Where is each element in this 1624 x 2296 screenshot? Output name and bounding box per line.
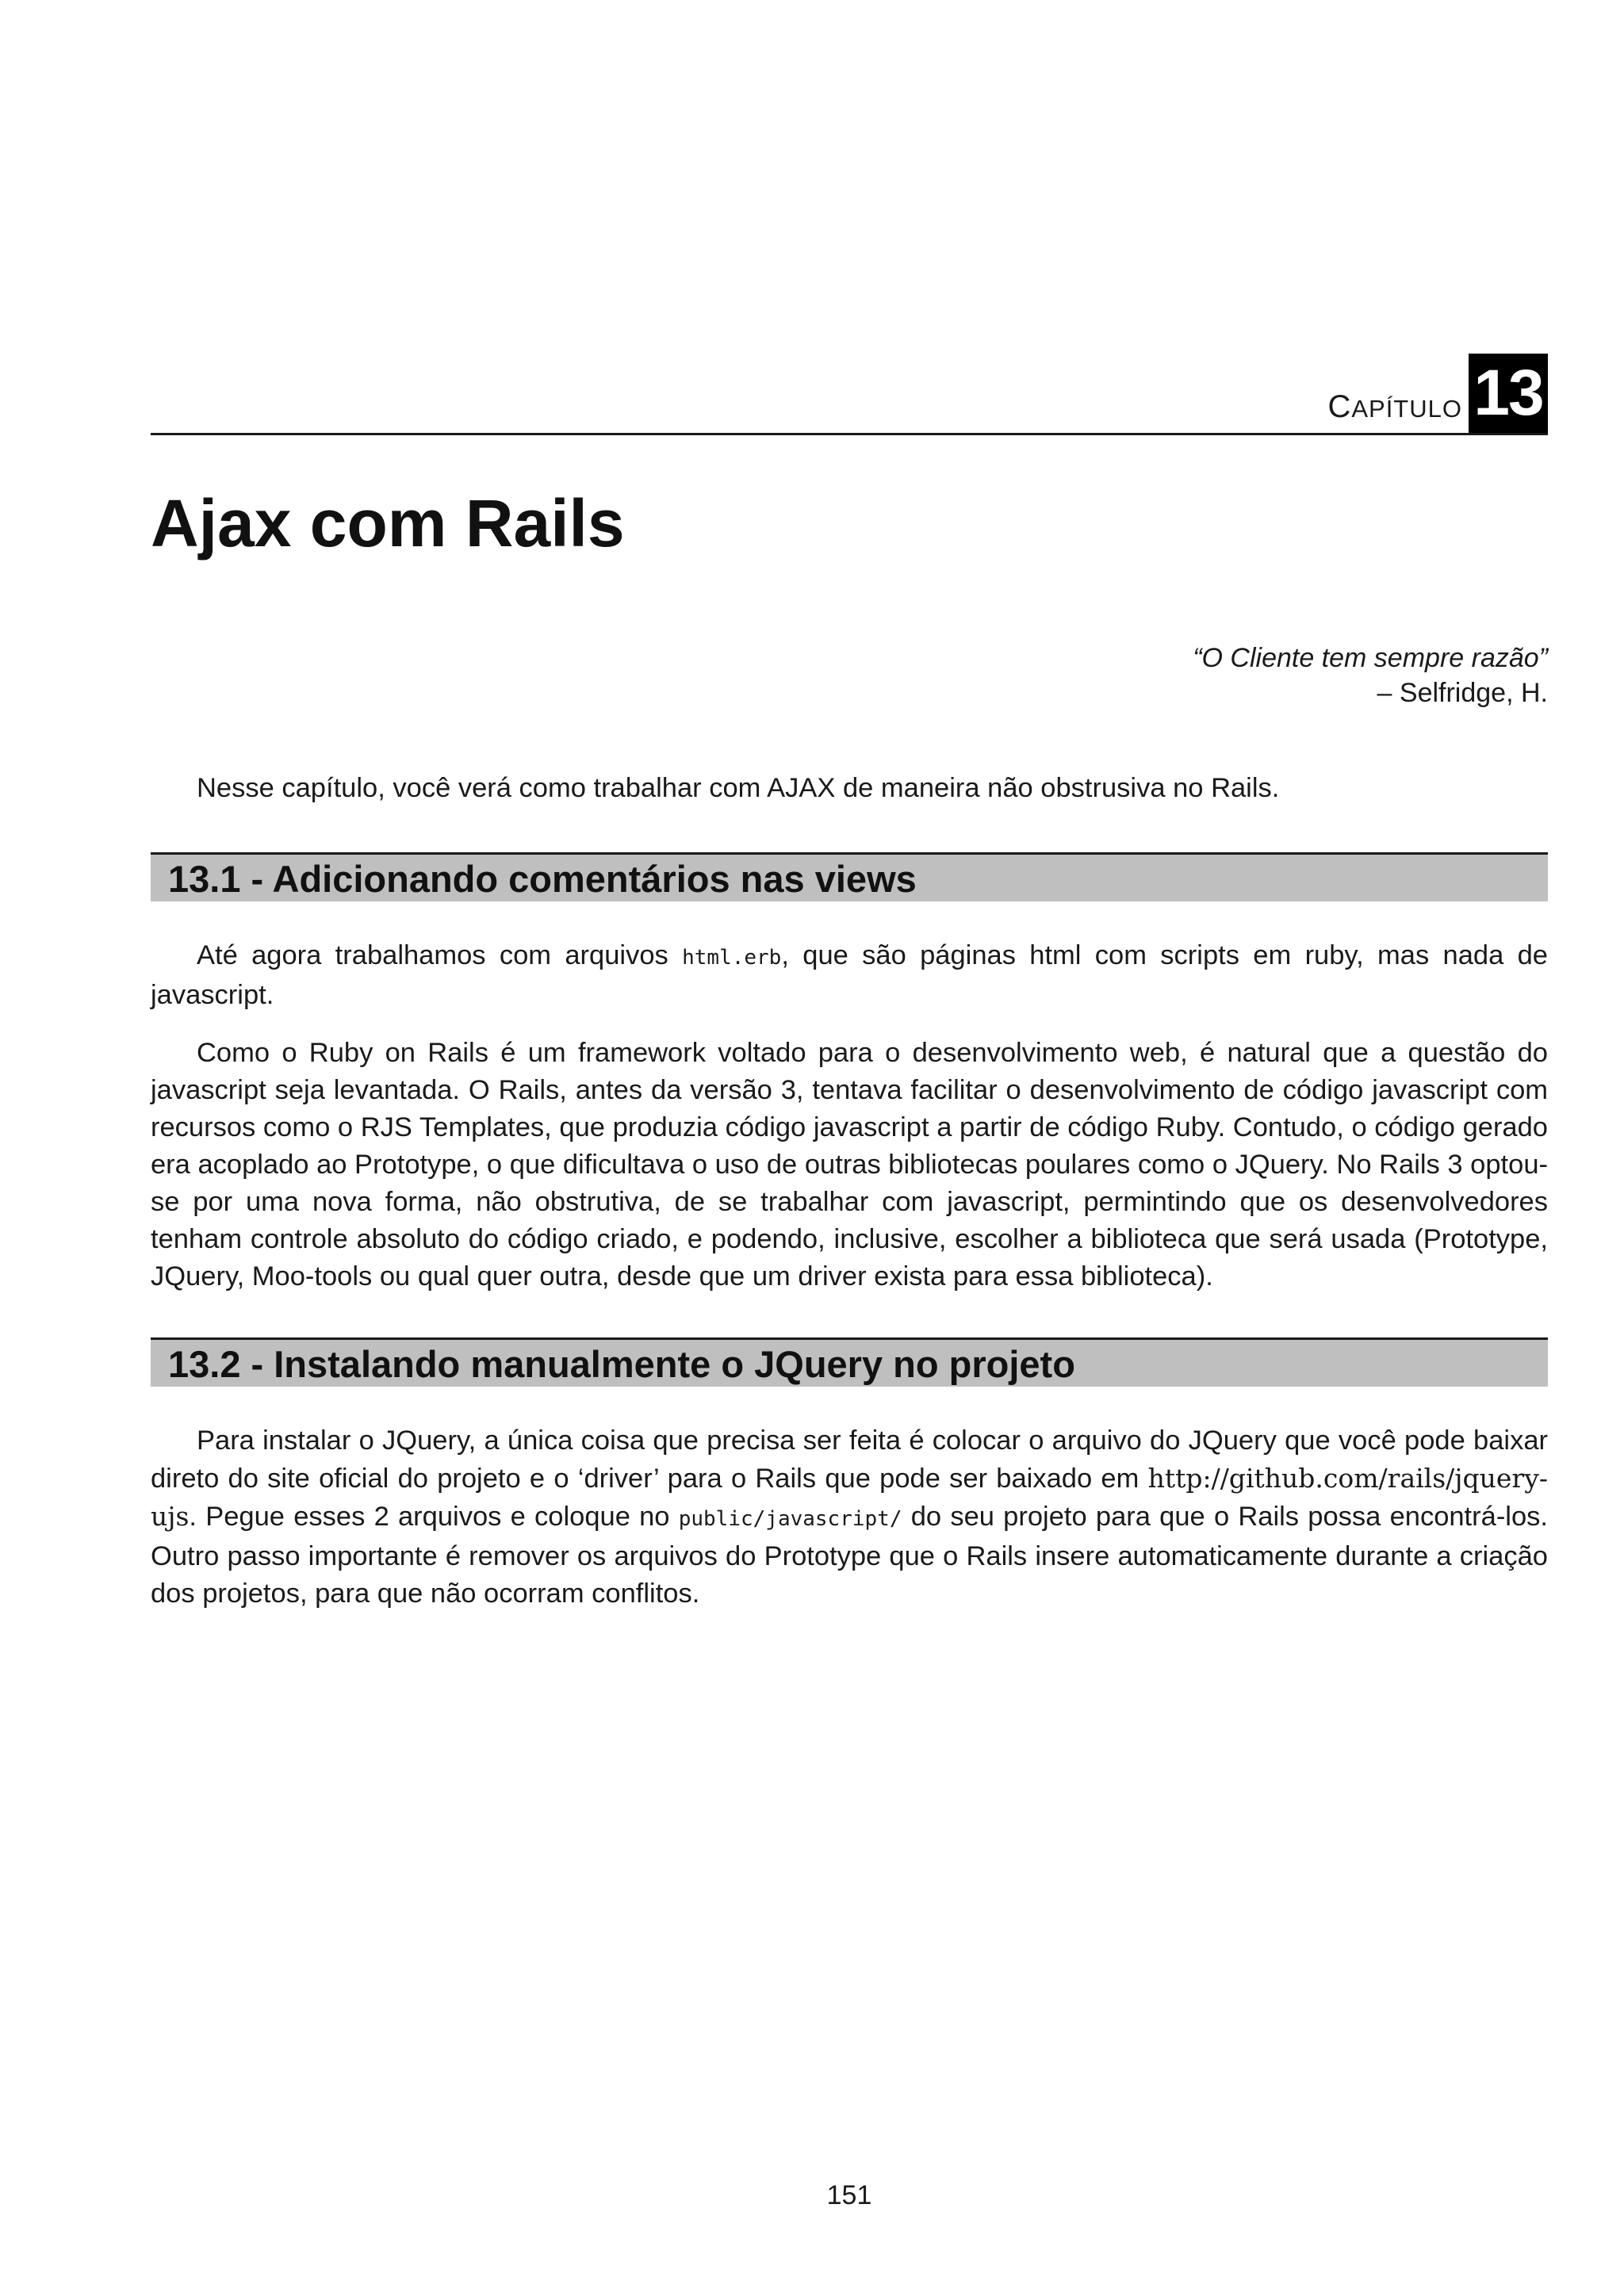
intro-paragraph: Nesse capítulo, você verá como trabalhar com AJAX de maneira não obstrusiva no Rails. xyxy=(197,773,1280,803)
code-html-erb: html.erb xyxy=(682,946,782,970)
chapter-label-initial: C xyxy=(1327,389,1352,424)
document-page xyxy=(151,0,1548,2296)
jquery-ujs-link[interactable]: http://github.com/rails/jquery-ujs xyxy=(151,1463,1548,1532)
section-header-13-2 xyxy=(151,1337,1548,1387)
section-header-13-1 xyxy=(151,852,1548,901)
section1-p1-text-after: , que são páginas html com scripts em ruby, mas nada de javascript. xyxy=(151,940,1548,1010)
chapter-header xyxy=(151,355,1548,435)
code-public-javascript: public/javascript/ xyxy=(678,1507,902,1531)
page-number: 151 xyxy=(826,2180,872,2210)
epigraph-author: – Selfridge, H. xyxy=(1377,678,1548,708)
chapter-label-rest: APÍTULO xyxy=(1351,395,1462,423)
section-title-13-1: 13.1 - Adicionando comentários nas views xyxy=(168,858,917,900)
section2-p1-text-after: do seu projeto para que o Rails possa encontrá-los. Outro passo importante é remover os arquivos do Prototype que o Rails insere automaticamente durante a criação dos projetos, para que não ocorram conflitos. xyxy=(151,1502,1548,1609)
epigraph-quote: “O Cliente tem sempre razão” xyxy=(1193,643,1548,673)
chapter-title: Ajax com Rails xyxy=(151,486,625,561)
section2-p1-text-before: Para instalar o JQuery, a única coisa que precisa ser feita é colocar o arquivo do JQuery que você pode baixar direto do site oficial do projeto e o ‘driver’ para o Rails que pode ser baixado em xyxy=(151,1425,1548,1494)
section2-p1-text-middle: . Pegue esses 2 arquivos e coloque no xyxy=(189,1502,679,1532)
section1-p1-text-before: Até agora trabalhamos com arquivos xyxy=(197,940,683,970)
section-title-13-2: 13.2 - Instalando manualmente o JQuery no projeto xyxy=(168,1343,1075,1385)
chapter-number: 13 xyxy=(1469,354,1548,433)
section2-paragraph-1 xyxy=(151,1422,1548,1613)
chapter-label xyxy=(1327,389,1462,425)
epigraph xyxy=(1193,641,1548,710)
section1-paragraph-2: Como o Ruby on Rails é um framework voltado para o desenvolvimento web, é natural que a questão do javascript seja levantada. O Rails, antes da versão 3, tentava facilitar o desenvolvimento de código javascript com recursos como o RJS Templates, que produzia código javascript a partir de código Ruby. Contudo, o código gerado era acoplado ao Prototype, o que dificultava o uso de outras bibliotecas poulares como o JQuery. No Rails 3 optou-se por uma nova forma, não obstrutiva, de se trabalhar com javascript, permintindo que os desenvolvedores tenham controle absoluto do código criado, e podendo, inclusive, escolher a biblioteca que será usada (Prototype, JQuery, Moo-tools ou qual quer outra, desde que um driver exista para essa biblioteca). xyxy=(151,1038,1548,1292)
section1-paragraph-1 xyxy=(151,937,1548,1014)
